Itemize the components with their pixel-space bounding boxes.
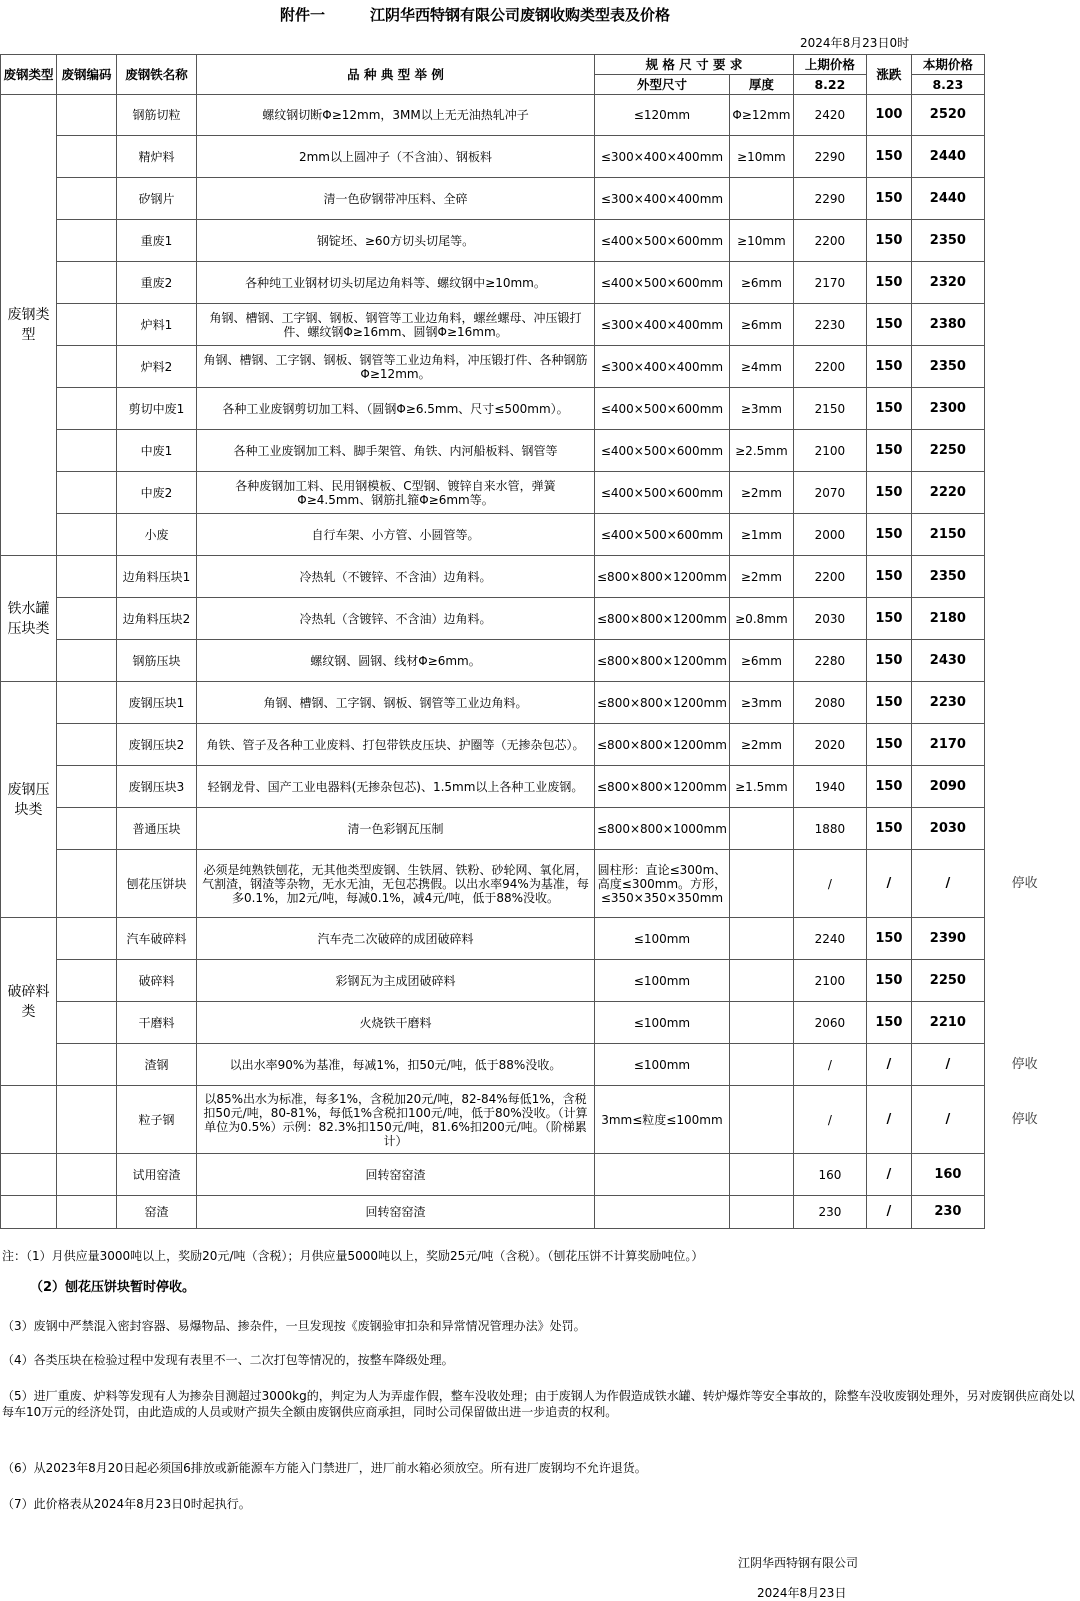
example-cell: 火烧铁干磨料 bbox=[197, 1002, 595, 1044]
prev-price-cell: 2290 bbox=[793, 136, 866, 178]
code-cell bbox=[57, 346, 117, 388]
prev-price-cell: / bbox=[793, 1086, 866, 1154]
group-type-cell bbox=[1, 1086, 57, 1154]
name-cell: 钢筋切粒 bbox=[117, 95, 197, 136]
header-spec: 规 格 尺 寸 要 求 bbox=[595, 55, 794, 75]
change-cell: 150 bbox=[866, 960, 911, 1002]
document-title: 江阴华西特钢有限公司废钢收购类型表及价格 bbox=[370, 6, 671, 24]
code-cell bbox=[57, 1196, 117, 1229]
example-cell: 角钢、槽钢、工字钢、钢板、钢管等工业边角料。 bbox=[197, 682, 595, 724]
name-cell: 精炉料 bbox=[117, 136, 197, 178]
table-row bbox=[1, 1086, 1065, 1154]
prev-price-cell: 2060 bbox=[793, 1002, 866, 1044]
thickness-cell bbox=[729, 1196, 793, 1229]
status-note-cell bbox=[984, 430, 1064, 472]
code-cell bbox=[57, 430, 117, 472]
table-row bbox=[1, 682, 1065, 724]
table-row bbox=[1, 178, 1065, 220]
code-cell bbox=[57, 1154, 117, 1196]
status-note-cell bbox=[984, 220, 1064, 262]
note-6: （6）从2023年8月20日起必须国6排放或新能源车方能入门禁进厂，进厂前水箱必须放空。所有进厂废钢均不允许退货。 bbox=[2, 1461, 647, 1475]
thickness-cell: ≥6mm bbox=[729, 304, 793, 346]
code-cell bbox=[57, 514, 117, 556]
table-row bbox=[1, 640, 1065, 682]
change-cell: 150 bbox=[866, 136, 911, 178]
status-note-cell bbox=[984, 1154, 1064, 1196]
curr-price-cell: 2220 bbox=[911, 472, 984, 514]
example-cell: 各种纯工业钢材切头切尾边角料等、螺纹钢中≥10mm。 bbox=[197, 262, 595, 304]
change-cell: 150 bbox=[866, 262, 911, 304]
size-cell bbox=[595, 1196, 730, 1229]
code-cell bbox=[57, 472, 117, 514]
attachment-label: 附件一 bbox=[280, 6, 326, 24]
status-note-cell bbox=[984, 598, 1064, 640]
example-cell: 螺纹钢、圆钢、线材Φ≥6mm。 bbox=[197, 640, 595, 682]
thickness-cell: ≥1.5mm bbox=[729, 766, 793, 808]
code-cell bbox=[57, 808, 117, 850]
name-cell: 剪切中废1 bbox=[117, 388, 197, 430]
size-cell: ≤100mm bbox=[595, 1002, 730, 1044]
curr-price-cell: 2440 bbox=[911, 178, 984, 220]
prev-price-cell: 2230 bbox=[793, 304, 866, 346]
status-note-cell bbox=[984, 472, 1064, 514]
name-cell: 边角料压块2 bbox=[117, 598, 197, 640]
example-cell: 各种工业废钢加工料、脚手架管、角铁、内河船板料、钢管等 bbox=[197, 430, 595, 472]
change-cell: 150 bbox=[866, 808, 911, 850]
code-cell bbox=[57, 1044, 117, 1086]
status-note-cell bbox=[984, 178, 1064, 220]
size-cell: ≤400×500×600mm bbox=[595, 262, 730, 304]
curr-price-cell: 2350 bbox=[911, 346, 984, 388]
name-cell: 炉料1 bbox=[117, 304, 197, 346]
status-note-cell bbox=[984, 136, 1064, 178]
curr-price-cell: 2090 bbox=[911, 766, 984, 808]
code-cell bbox=[57, 724, 117, 766]
name-cell: 中废1 bbox=[117, 430, 197, 472]
curr-price-cell: 2210 bbox=[911, 1002, 984, 1044]
code-cell bbox=[57, 220, 117, 262]
prev-price-cell: 2200 bbox=[793, 556, 866, 598]
change-cell: 150 bbox=[866, 388, 911, 430]
name-cell: 边角料压块1 bbox=[117, 556, 197, 598]
example-cell: 清一色矽钢带冲压料、全碎 bbox=[197, 178, 595, 220]
change-cell: / bbox=[866, 1044, 911, 1086]
thickness-cell bbox=[729, 1086, 793, 1154]
table-row bbox=[1, 304, 1065, 346]
size-cell: ≤120mm bbox=[595, 95, 730, 136]
status-note-cell bbox=[984, 918, 1064, 960]
example-cell: 冷热轧（含镀锌、不含油）边角料。 bbox=[197, 598, 595, 640]
size-cell: ≤800×800×1200mm bbox=[595, 682, 730, 724]
code-cell bbox=[57, 304, 117, 346]
example-cell: 轻钢龙骨、国产工业电器料(无掺杂包芯)、1.5mm以上各种工业废钢。 bbox=[197, 766, 595, 808]
example-cell: 清一色彩钢瓦压制 bbox=[197, 808, 595, 850]
status-note-cell bbox=[984, 346, 1064, 388]
table-row bbox=[1, 850, 1065, 918]
code-cell bbox=[57, 598, 117, 640]
status-note-cell bbox=[984, 95, 1064, 136]
table-row bbox=[1, 95, 1065, 136]
code-cell bbox=[57, 918, 117, 960]
curr-price-cell: 2350 bbox=[911, 220, 984, 262]
prev-price-cell: 2100 bbox=[793, 960, 866, 1002]
group-type-cell bbox=[1, 1196, 57, 1229]
curr-price-cell: 2380 bbox=[911, 304, 984, 346]
table-row bbox=[1, 220, 1065, 262]
status-note-cell bbox=[984, 1002, 1064, 1044]
group-type-cell: 废钢压块类 bbox=[1, 682, 57, 918]
size-cell bbox=[595, 1154, 730, 1196]
prev-price-cell: 1940 bbox=[793, 766, 866, 808]
name-cell: 普通压块 bbox=[117, 808, 197, 850]
name-cell: 炉料2 bbox=[117, 346, 197, 388]
change-cell: 150 bbox=[866, 682, 911, 724]
curr-price-cell: 2030 bbox=[911, 808, 984, 850]
header-type: 废钢类型 bbox=[1, 55, 57, 95]
example-cell: 回转窑窑渣 bbox=[197, 1196, 595, 1229]
change-cell: 150 bbox=[866, 556, 911, 598]
example-cell: 角铁、管子及各种工业废料、打包带铁皮压块、护圈等（无掺杂包芯）。 bbox=[197, 724, 595, 766]
table-row bbox=[1, 472, 1065, 514]
status-note-cell: 停收 bbox=[1011, 875, 1038, 891]
code-cell bbox=[57, 766, 117, 808]
size-cell: ≤100mm bbox=[595, 960, 730, 1002]
curr-price-cell: 2390 bbox=[911, 918, 984, 960]
note-3: （3）废钢中严禁混入密封容器、易爆物品、掺杂件，一旦发现按《废钢验审扣杂和异常情况管理办法》处罚。 bbox=[2, 1319, 586, 1333]
status-note-cell bbox=[984, 514, 1064, 556]
prev-price-cell: 230 bbox=[793, 1196, 866, 1229]
status-note-cell bbox=[984, 682, 1064, 724]
code-cell bbox=[57, 640, 117, 682]
prev-price-cell: 160 bbox=[793, 1154, 866, 1196]
name-cell: 粒子钢 bbox=[117, 1086, 197, 1154]
header-prev: 上期价格 bbox=[793, 55, 866, 75]
size-cell: ≤400×500×600mm bbox=[595, 220, 730, 262]
example-cell: 彩钢瓦为主成团破碎料 bbox=[197, 960, 595, 1002]
curr-price-cell: / bbox=[911, 1044, 984, 1086]
curr-price-cell: 2250 bbox=[911, 960, 984, 1002]
note-5: （5）进厂重废、炉料等发现有人为掺杂目测超过3000kg的，判定为人为弄虚作假，整车没收处理；由于废钢人为作假造成铁水罐、转炉爆炸等安全事故的，除整车没收废钢处理外，另对废钢供应商处以每车10万元的经济处罚，由此造成的人员或财产损失全额由废钢供应商承担，同时公司保留做出进一步追责的权利。 bbox=[2, 1389, 1075, 1419]
change-cell: 150 bbox=[866, 766, 911, 808]
curr-price-cell: 2430 bbox=[911, 640, 984, 682]
thickness-cell: ≥2.5mm bbox=[729, 430, 793, 472]
example-cell: 以出水率90%为基准，每减1%，扣50元/吨，低于88%没收。 bbox=[197, 1044, 595, 1086]
footer-date: 2024年8月23日 bbox=[757, 1586, 847, 1600]
code-cell bbox=[57, 850, 117, 918]
name-cell: 破碎料 bbox=[117, 960, 197, 1002]
example-cell: 汽车壳二次破碎的成团破碎料 bbox=[197, 918, 595, 960]
table-row bbox=[1, 1196, 1065, 1229]
status-note-cell bbox=[984, 766, 1064, 808]
code-cell bbox=[57, 95, 117, 136]
thickness-cell: ≥0.8mm bbox=[729, 598, 793, 640]
example-cell: 冷热轧（不镀锌、不含油）边角料。 bbox=[197, 556, 595, 598]
thickness-cell: ≥6mm bbox=[729, 640, 793, 682]
header-example: 品 种 典 型 举 例 bbox=[197, 55, 595, 95]
status-note-cell bbox=[984, 304, 1064, 346]
thickness-cell: ≥2mm bbox=[729, 472, 793, 514]
example-cell: 2mm以上圆冲子（不含油）、钢板料 bbox=[197, 136, 595, 178]
curr-price-cell: 160 bbox=[911, 1154, 984, 1196]
group-type-cell: 破碎料类 bbox=[1, 918, 57, 1086]
size-cell: ≤800×800×1200mm bbox=[595, 556, 730, 598]
example-cell: 钢锭坯、≥60方切头切尾等。 bbox=[197, 220, 595, 262]
header-prev-date: 8.22 bbox=[793, 75, 866, 95]
curr-price-cell: 2180 bbox=[911, 598, 984, 640]
size-cell: ≤800×800×1200mm bbox=[595, 766, 730, 808]
name-cell: 渣钢 bbox=[117, 1044, 197, 1086]
change-cell: 150 bbox=[866, 472, 911, 514]
change-cell: 150 bbox=[866, 430, 911, 472]
change-cell: / bbox=[866, 850, 911, 918]
code-cell bbox=[57, 388, 117, 430]
code-cell bbox=[57, 960, 117, 1002]
status-note-cell bbox=[984, 808, 1064, 850]
thickness-cell bbox=[729, 1044, 793, 1086]
thickness-cell: ≥2mm bbox=[729, 724, 793, 766]
table-row bbox=[1, 808, 1065, 850]
size-cell: ≤400×500×600mm bbox=[595, 388, 730, 430]
prev-price-cell: 2080 bbox=[793, 682, 866, 724]
table-row bbox=[1, 136, 1065, 178]
curr-price-cell: / bbox=[911, 1086, 984, 1154]
prev-price-cell: 2100 bbox=[793, 430, 866, 472]
curr-price-cell: 2250 bbox=[911, 430, 984, 472]
size-cell: ≤400×500×600mm bbox=[595, 430, 730, 472]
example-cell: 必须是纯熟铁刨花，无其他类型废钢、生铁屑、铁粉、砂轮网、氧化屑，气割渣，钢渣等杂物，无水无油，无包芯携假。以出水率94%为基准，每多0.1%，加2元/吨，每减0.1%，减4元/吨，低于88%没收。 bbox=[197, 850, 595, 918]
curr-price-cell: 2440 bbox=[911, 136, 984, 178]
thickness-cell bbox=[729, 808, 793, 850]
curr-price-cell: 2520 bbox=[911, 95, 984, 136]
name-cell: 矽钢片 bbox=[117, 178, 197, 220]
name-cell: 干磨料 bbox=[117, 1002, 197, 1044]
name-cell: 钢筋压块 bbox=[117, 640, 197, 682]
header-curr: 本期价格 bbox=[911, 55, 984, 75]
table-row bbox=[1, 262, 1065, 304]
curr-price-cell: 230 bbox=[911, 1196, 984, 1229]
size-cell: ≤800×800×1200mm bbox=[595, 640, 730, 682]
curr-price-cell: 2300 bbox=[911, 388, 984, 430]
example-cell: 角钢、槽钢、工字钢、钢板、钢管等工业边角料，冲压锻打件、各种钢筋Φ≥12mm。 bbox=[197, 346, 595, 388]
group-type-cell: 废钢类型 bbox=[1, 95, 57, 556]
thickness-cell: Φ≥12mm bbox=[729, 95, 793, 136]
size-cell: ≤300×400×400mm bbox=[595, 304, 730, 346]
name-cell: 窑渣 bbox=[117, 1196, 197, 1229]
status-note-cell: 停收 bbox=[1011, 1111, 1038, 1127]
thickness-cell: ≥2mm bbox=[729, 556, 793, 598]
table-row bbox=[1, 724, 1065, 766]
table-row bbox=[1, 514, 1065, 556]
size-cell: ≤800×800×1200mm bbox=[595, 724, 730, 766]
thickness-cell bbox=[729, 178, 793, 220]
example-cell: 以85%出水为标准，每多1%，含税加20元/吨，82-84%每低1%，含税扣50元/吨，80-81%，每低1%含税扣100元/吨，低于80%没收。（计算单位为0.5%）示例：82.3%扣150元/吨，81.6%扣200元/吨。（阶梯累计） bbox=[197, 1086, 595, 1154]
size-cell: ≤300×400×400mm bbox=[595, 346, 730, 388]
note-4: （4）各类压块在检验过程中发现有表里不一、二次打包等情况的，按整车降级处理。 bbox=[2, 1353, 454, 1367]
table-row bbox=[1, 1044, 1065, 1086]
header-name: 废钢铁名称 bbox=[117, 55, 197, 95]
change-cell: 150 bbox=[866, 918, 911, 960]
table-row bbox=[1, 960, 1065, 1002]
prev-price-cell: 2290 bbox=[793, 178, 866, 220]
group-type-cell bbox=[1, 1154, 57, 1196]
size-cell: ≤800×800×1200mm bbox=[595, 598, 730, 640]
curr-price-cell: 2150 bbox=[911, 514, 984, 556]
example-cell: 自行车架、小方管、小圆管等。 bbox=[197, 514, 595, 556]
change-cell: / bbox=[866, 1086, 911, 1154]
note-2: （2）刨花压饼块暂时停收。 bbox=[30, 1280, 196, 1295]
change-cell: 150 bbox=[866, 1002, 911, 1044]
code-cell bbox=[57, 556, 117, 598]
table-row bbox=[1, 346, 1065, 388]
name-cell: 小废 bbox=[117, 514, 197, 556]
header-code: 废钢编码 bbox=[57, 55, 117, 95]
price-table bbox=[0, 54, 1064, 1229]
page-title bbox=[0, 4, 1080, 28]
prev-price-cell: 2030 bbox=[793, 598, 866, 640]
prev-price-cell: 2200 bbox=[793, 346, 866, 388]
size-cell: ≤400×500×600mm bbox=[595, 514, 730, 556]
thickness-cell bbox=[729, 850, 793, 918]
table-body bbox=[1, 95, 1065, 1229]
thickness-cell: ≥6mm bbox=[729, 262, 793, 304]
table-row bbox=[1, 918, 1065, 960]
note-1: 注：（1）月供应量3000吨以上，奖励20元/吨（含税）；月供应量5000吨以上，奖励25元/吨（含税）。（刨花压饼不计算奖励吨位。） bbox=[2, 1249, 704, 1263]
curr-price-cell: 2350 bbox=[911, 556, 984, 598]
change-cell: 150 bbox=[866, 304, 911, 346]
code-cell bbox=[57, 136, 117, 178]
example-cell: 各种废钢加工料、民用钢模板、C型钢、镀锌自来水管，弹簧Φ≥4.5mm、钢筋扎箍Φ≥6mm等。 bbox=[197, 472, 595, 514]
thickness-cell bbox=[729, 918, 793, 960]
code-cell bbox=[57, 262, 117, 304]
name-cell: 中废2 bbox=[117, 472, 197, 514]
name-cell: 重废2 bbox=[117, 262, 197, 304]
status-note-cell bbox=[984, 960, 1064, 1002]
name-cell: 刨花压饼块 bbox=[117, 850, 197, 918]
example-cell: 角钢、槽钢、工字钢、钢板、钢管等工业边角料，螺丝螺母、冲压锻打件、螺纹钢Φ≥16mm、圆钢Φ≥16mm。 bbox=[197, 304, 595, 346]
table-row bbox=[1, 388, 1065, 430]
name-cell: 汽车破碎料 bbox=[117, 918, 197, 960]
curr-price-cell: 2170 bbox=[911, 724, 984, 766]
prev-price-cell: 2020 bbox=[793, 724, 866, 766]
size-cell: ≤300×400×400mm bbox=[595, 136, 730, 178]
size-cell: ≤100mm bbox=[595, 918, 730, 960]
header-thickness: 厚度 bbox=[729, 75, 793, 95]
change-cell: 100 bbox=[866, 95, 911, 136]
prev-price-cell: 2200 bbox=[793, 220, 866, 262]
change-cell: 150 bbox=[866, 724, 911, 766]
thickness-cell: ≥10mm bbox=[729, 136, 793, 178]
thickness-cell: ≥3mm bbox=[729, 388, 793, 430]
name-cell: 废钢压块3 bbox=[117, 766, 197, 808]
thickness-cell: ≥1mm bbox=[729, 514, 793, 556]
size-cell: 圆柱形：直论≤300m、高度≤300mm。方形，≤350×350×350mm bbox=[595, 850, 730, 918]
header-size: 外型尺寸 bbox=[595, 75, 730, 95]
prev-price-cell: 2240 bbox=[793, 918, 866, 960]
change-cell: 150 bbox=[866, 346, 911, 388]
prev-price-cell: / bbox=[793, 850, 866, 918]
change-cell: 150 bbox=[866, 178, 911, 220]
name-cell: 重废1 bbox=[117, 220, 197, 262]
curr-price-cell: 2320 bbox=[911, 262, 984, 304]
status-note-cell: 停收 bbox=[1011, 1056, 1038, 1072]
prev-price-cell: / bbox=[793, 1044, 866, 1086]
status-note-cell bbox=[984, 1196, 1064, 1229]
table-row bbox=[1, 766, 1065, 808]
example-cell: 回转窑窑渣 bbox=[197, 1154, 595, 1196]
table-row bbox=[1, 1002, 1065, 1044]
code-cell bbox=[57, 1002, 117, 1044]
size-cell: ≤300×400×400mm bbox=[595, 178, 730, 220]
prev-price-cell: 2070 bbox=[793, 472, 866, 514]
thickness-cell: ≥4mm bbox=[729, 346, 793, 388]
group-type-cell: 铁水罐压块类 bbox=[1, 556, 57, 682]
thickness-cell bbox=[729, 1154, 793, 1196]
thickness-cell: ≥10mm bbox=[729, 220, 793, 262]
status-note-cell bbox=[984, 724, 1064, 766]
change-cell: 150 bbox=[866, 514, 911, 556]
name-cell: 废钢压块2 bbox=[117, 724, 197, 766]
table-row bbox=[1, 1154, 1065, 1196]
prev-price-cell: 2420 bbox=[793, 95, 866, 136]
size-cell: ≤100mm bbox=[595, 1044, 730, 1086]
size-cell: 3mm≤粒度≤100mm bbox=[595, 1086, 730, 1154]
size-cell: ≤800×800×1000mm bbox=[595, 808, 730, 850]
footer-company: 江阴华西特钢有限公司 bbox=[738, 1556, 859, 1570]
prev-price-cell: 2000 bbox=[793, 514, 866, 556]
effective-date: 2024年8月23日0时 bbox=[800, 36, 910, 50]
change-cell: / bbox=[866, 1196, 911, 1229]
change-cell: 150 bbox=[866, 640, 911, 682]
status-note-cell bbox=[984, 640, 1064, 682]
thickness-cell bbox=[729, 1002, 793, 1044]
status-note-cell bbox=[984, 262, 1064, 304]
name-cell: 试用窑渣 bbox=[117, 1154, 197, 1196]
thickness-cell: ≥3mm bbox=[729, 682, 793, 724]
prev-price-cell: 1880 bbox=[793, 808, 866, 850]
curr-price-cell: / bbox=[911, 850, 984, 918]
header-change: 涨跌 bbox=[866, 55, 911, 95]
size-cell: ≤400×500×600mm bbox=[595, 472, 730, 514]
code-cell bbox=[57, 178, 117, 220]
name-cell: 废钢压块1 bbox=[117, 682, 197, 724]
change-cell: 150 bbox=[866, 598, 911, 640]
header-blank bbox=[984, 55, 1064, 95]
prev-price-cell: 2150 bbox=[793, 388, 866, 430]
prev-price-cell: 2280 bbox=[793, 640, 866, 682]
table-row bbox=[1, 598, 1065, 640]
prev-price-cell: 2170 bbox=[793, 262, 866, 304]
header-curr-date: 8.23 bbox=[911, 75, 984, 95]
change-cell: 150 bbox=[866, 220, 911, 262]
change-cell: / bbox=[866, 1154, 911, 1196]
table-row bbox=[1, 430, 1065, 472]
status-note-cell bbox=[984, 556, 1064, 598]
note-7: （7）此价格表从2024年8月23日0时起执行。 bbox=[2, 1497, 251, 1511]
example-cell: 各种工业废钢剪切加工料、（圆钢Φ≥6.5mm、尺寸≤500mm）。 bbox=[197, 388, 595, 430]
example-cell: 螺纹钢切断Φ≥12mm，3MM以上无无油热轧冲子 bbox=[197, 95, 595, 136]
table-row bbox=[1, 556, 1065, 598]
thickness-cell bbox=[729, 960, 793, 1002]
code-cell bbox=[57, 1086, 117, 1154]
curr-price-cell: 2230 bbox=[911, 682, 984, 724]
status-note-cell bbox=[984, 388, 1064, 430]
code-cell bbox=[57, 682, 117, 724]
